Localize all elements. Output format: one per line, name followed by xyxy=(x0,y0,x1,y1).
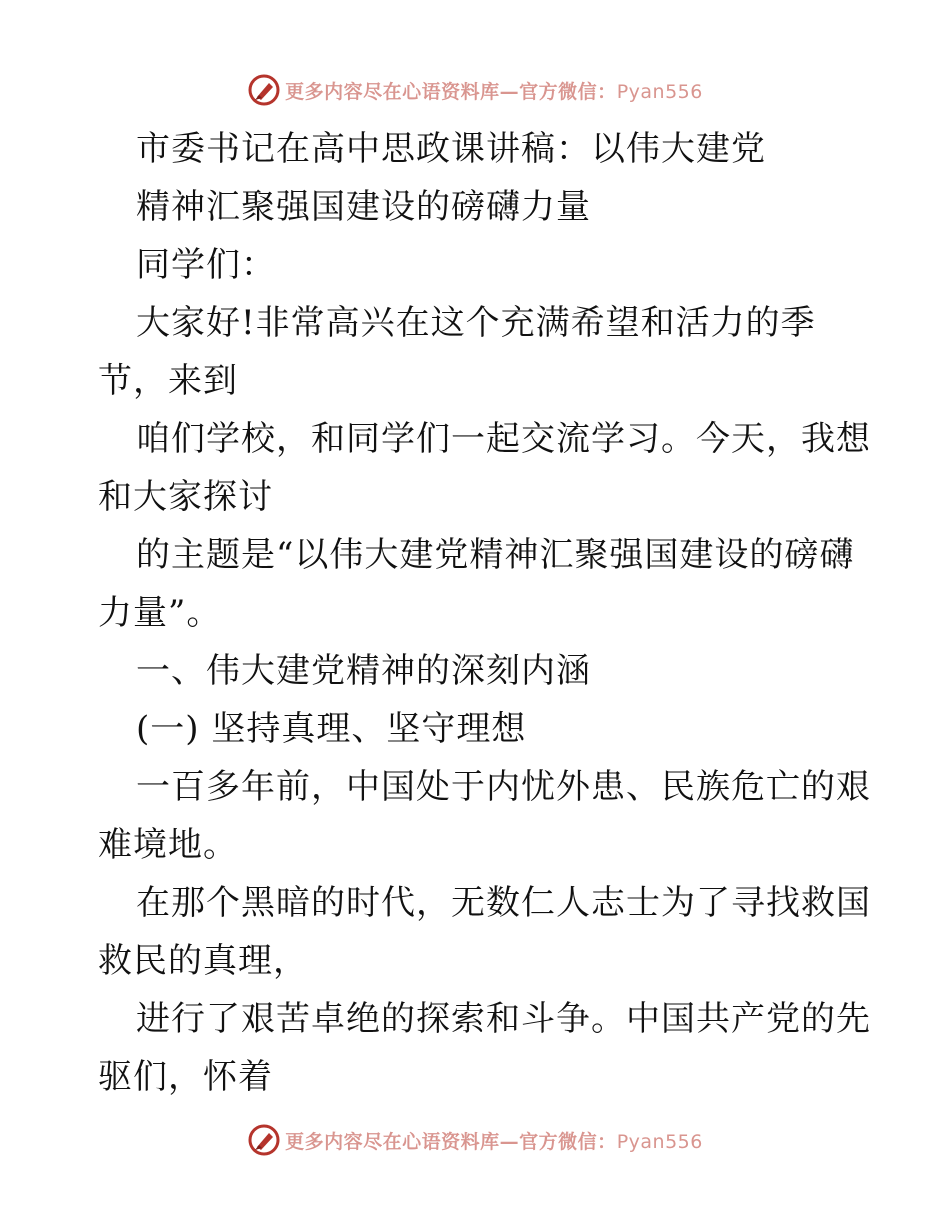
banner-separator: — xyxy=(499,1130,520,1153)
banner-wechat-label: 官方微信： xyxy=(519,80,617,103)
doc-line: 一百多年前，中国处于内忧外患、民族危亡的艰 xyxy=(136,767,871,807)
banner-site-text: 更多内容尽在心语资料库 xyxy=(285,80,500,103)
subsection-heading: (一) 坚持真理、坚守理想 xyxy=(136,709,527,749)
doc-line: 咱们学校，和同学们一起交流学习。今天，我想 xyxy=(136,419,871,459)
banner-wechat-id: Pyan556 xyxy=(616,80,703,103)
doc-line: 难境地。 xyxy=(98,825,238,865)
doc-line: 进行了艰苦卓绝的探索和斗争。中国共产党的先 xyxy=(136,999,871,1039)
doc-line: 和大家探讨 xyxy=(98,477,273,517)
document-body xyxy=(98,120,871,1106)
banner-separator: — xyxy=(499,80,520,103)
doc-line: 的主题是“以伟大建党精神汇聚强国建设的磅礴 xyxy=(136,535,855,575)
banner-text xyxy=(285,1127,703,1154)
doc-line: 同学们： xyxy=(136,245,276,285)
doc-line: 精神汇聚强国建设的磅礴力量 xyxy=(136,187,591,227)
doc-line: 力量”。 xyxy=(98,593,222,633)
doc-line: 驱们，怀着 xyxy=(98,1057,273,1097)
banner-wechat-label: 官方微信： xyxy=(519,1130,617,1153)
banner-wechat-id: Pyan556 xyxy=(616,1130,703,1153)
banner-site-text: 更多内容尽在心语资料库 xyxy=(285,1130,500,1153)
doc-line: 节，来到 xyxy=(98,361,238,401)
header-banner xyxy=(0,70,950,110)
pen-nib-logo-icon xyxy=(247,73,281,107)
doc-line: 市委书记在高中思政课讲稿：以伟大建党 xyxy=(136,129,766,169)
doc-line: 大家好!非常高兴在这个充满希望和活力的季 xyxy=(136,303,816,343)
doc-line: 救民的真理， xyxy=(98,941,308,981)
pen-nib-logo-icon xyxy=(247,1123,281,1157)
doc-line: 在那个黑暗的时代，无数仁人志士为了寻找救国 xyxy=(136,883,871,923)
footer-banner xyxy=(0,1120,950,1160)
banner-text xyxy=(285,77,703,104)
section-heading: 一、伟大建党精神的深刻内涵 xyxy=(136,651,591,691)
